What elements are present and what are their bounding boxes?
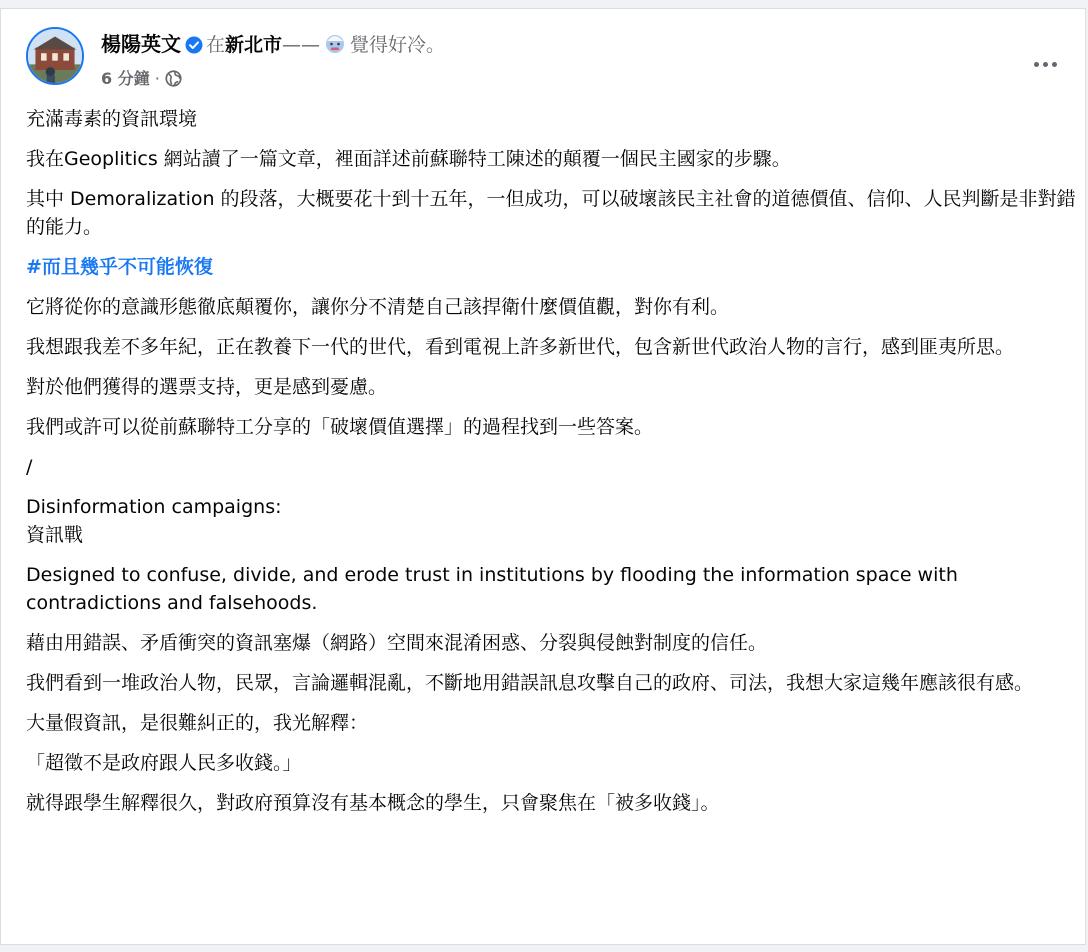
- at-prefix: 在: [206, 34, 226, 56]
- paragraph: 充滿毒素的資訊環境: [26, 108, 198, 130]
- paragraph: 我們或許可以從前蘇聯特工分享的「破壞價值選擇」的過程找到一些答案。: [26, 416, 654, 438]
- paragraph: 對於他們獲得的選票支持，更是感到憂慮。: [26, 376, 388, 398]
- feeling-text: 覺得好冷。: [350, 34, 446, 56]
- paragraph: Disinformation campaigns:: [26, 496, 282, 518]
- paragraph: 我們看到一堆政治人物，民眾，言論邏輯混亂，不斷地用錯誤訊息攻擊自己的政府、司法，我想大家這幾年應該很有感。: [26, 672, 1034, 694]
- paragraph: 資訊戰: [26, 524, 84, 546]
- verified-badge-icon: [185, 36, 203, 54]
- paragraph: Designed to confuse, divide, and erode trust in institutions by flooding the information space with contradictions and falsehoods.: [26, 564, 958, 614]
- paragraph: 藉由用錯誤、矛盾衝突的資訊塞爆（網路）空間來混淆困惑、分裂與侵蝕對制度的信任。: [26, 632, 768, 654]
- post-title-line: [101, 30, 445, 59]
- meta-dot: ·: [149, 69, 165, 88]
- post-body: [26, 105, 1086, 817]
- paragraph: /: [26, 456, 33, 478]
- paragraph: 我在Geoplitics 網站讀了一篇文章，裡面詳述前蘇聯特工陳述的顛覆一個民主國家的步驟。: [26, 148, 791, 170]
- feed-background: [0, 0, 1088, 8]
- feeling-separator: ——: [282, 34, 321, 56]
- avatar-photo-icon: [28, 29, 82, 83]
- paragraph: 大量假資訊，是很難糾正的，我光解釋：: [26, 712, 369, 734]
- post-header: [26, 26, 1085, 96]
- paragraph: 「超徵不是政府跟人民多收錢。」: [26, 752, 302, 774]
- paragraph: 我想跟我差不多年紀，正在教養下一代的世代，看到電視上許多新世代，包含新世代政治人物的言行，感到匪夷所思。: [26, 336, 1015, 358]
- cold-face-emoji-icon: [324, 32, 346, 54]
- post-card: [0, 8, 1086, 945]
- post-timestamp[interactable]: 6 分鐘: [101, 69, 150, 88]
- author-avatar[interactable]: [26, 27, 84, 85]
- paragraph: 就得跟學生解釋很久，對政府預算沒有基本概念的學生，只會聚焦在「被多收錢」。: [26, 792, 720, 814]
- paragraph: 它將從你的意識形態徹底顛覆你，讓你分不清楚自己該捍衛什麼價值觀，對你有利。: [26, 296, 730, 318]
- globe-icon[interactable]: [165, 70, 182, 87]
- author-name[interactable]: 楊陽英文: [101, 32, 181, 56]
- paragraph: 其中 Demoralization 的段落，大概要花十到十五年，一但成功，可以破壞該民主社會的道德價值、信仰、人民判斷是非對錯的能力。: [26, 188, 1076, 238]
- post-meta: [101, 67, 182, 91]
- location-link[interactable]: 新北市: [225, 34, 283, 56]
- more-options-icon[interactable]: [1029, 48, 1061, 80]
- hashtag-link[interactable]: #而且幾乎不可能恢復: [26, 256, 213, 278]
